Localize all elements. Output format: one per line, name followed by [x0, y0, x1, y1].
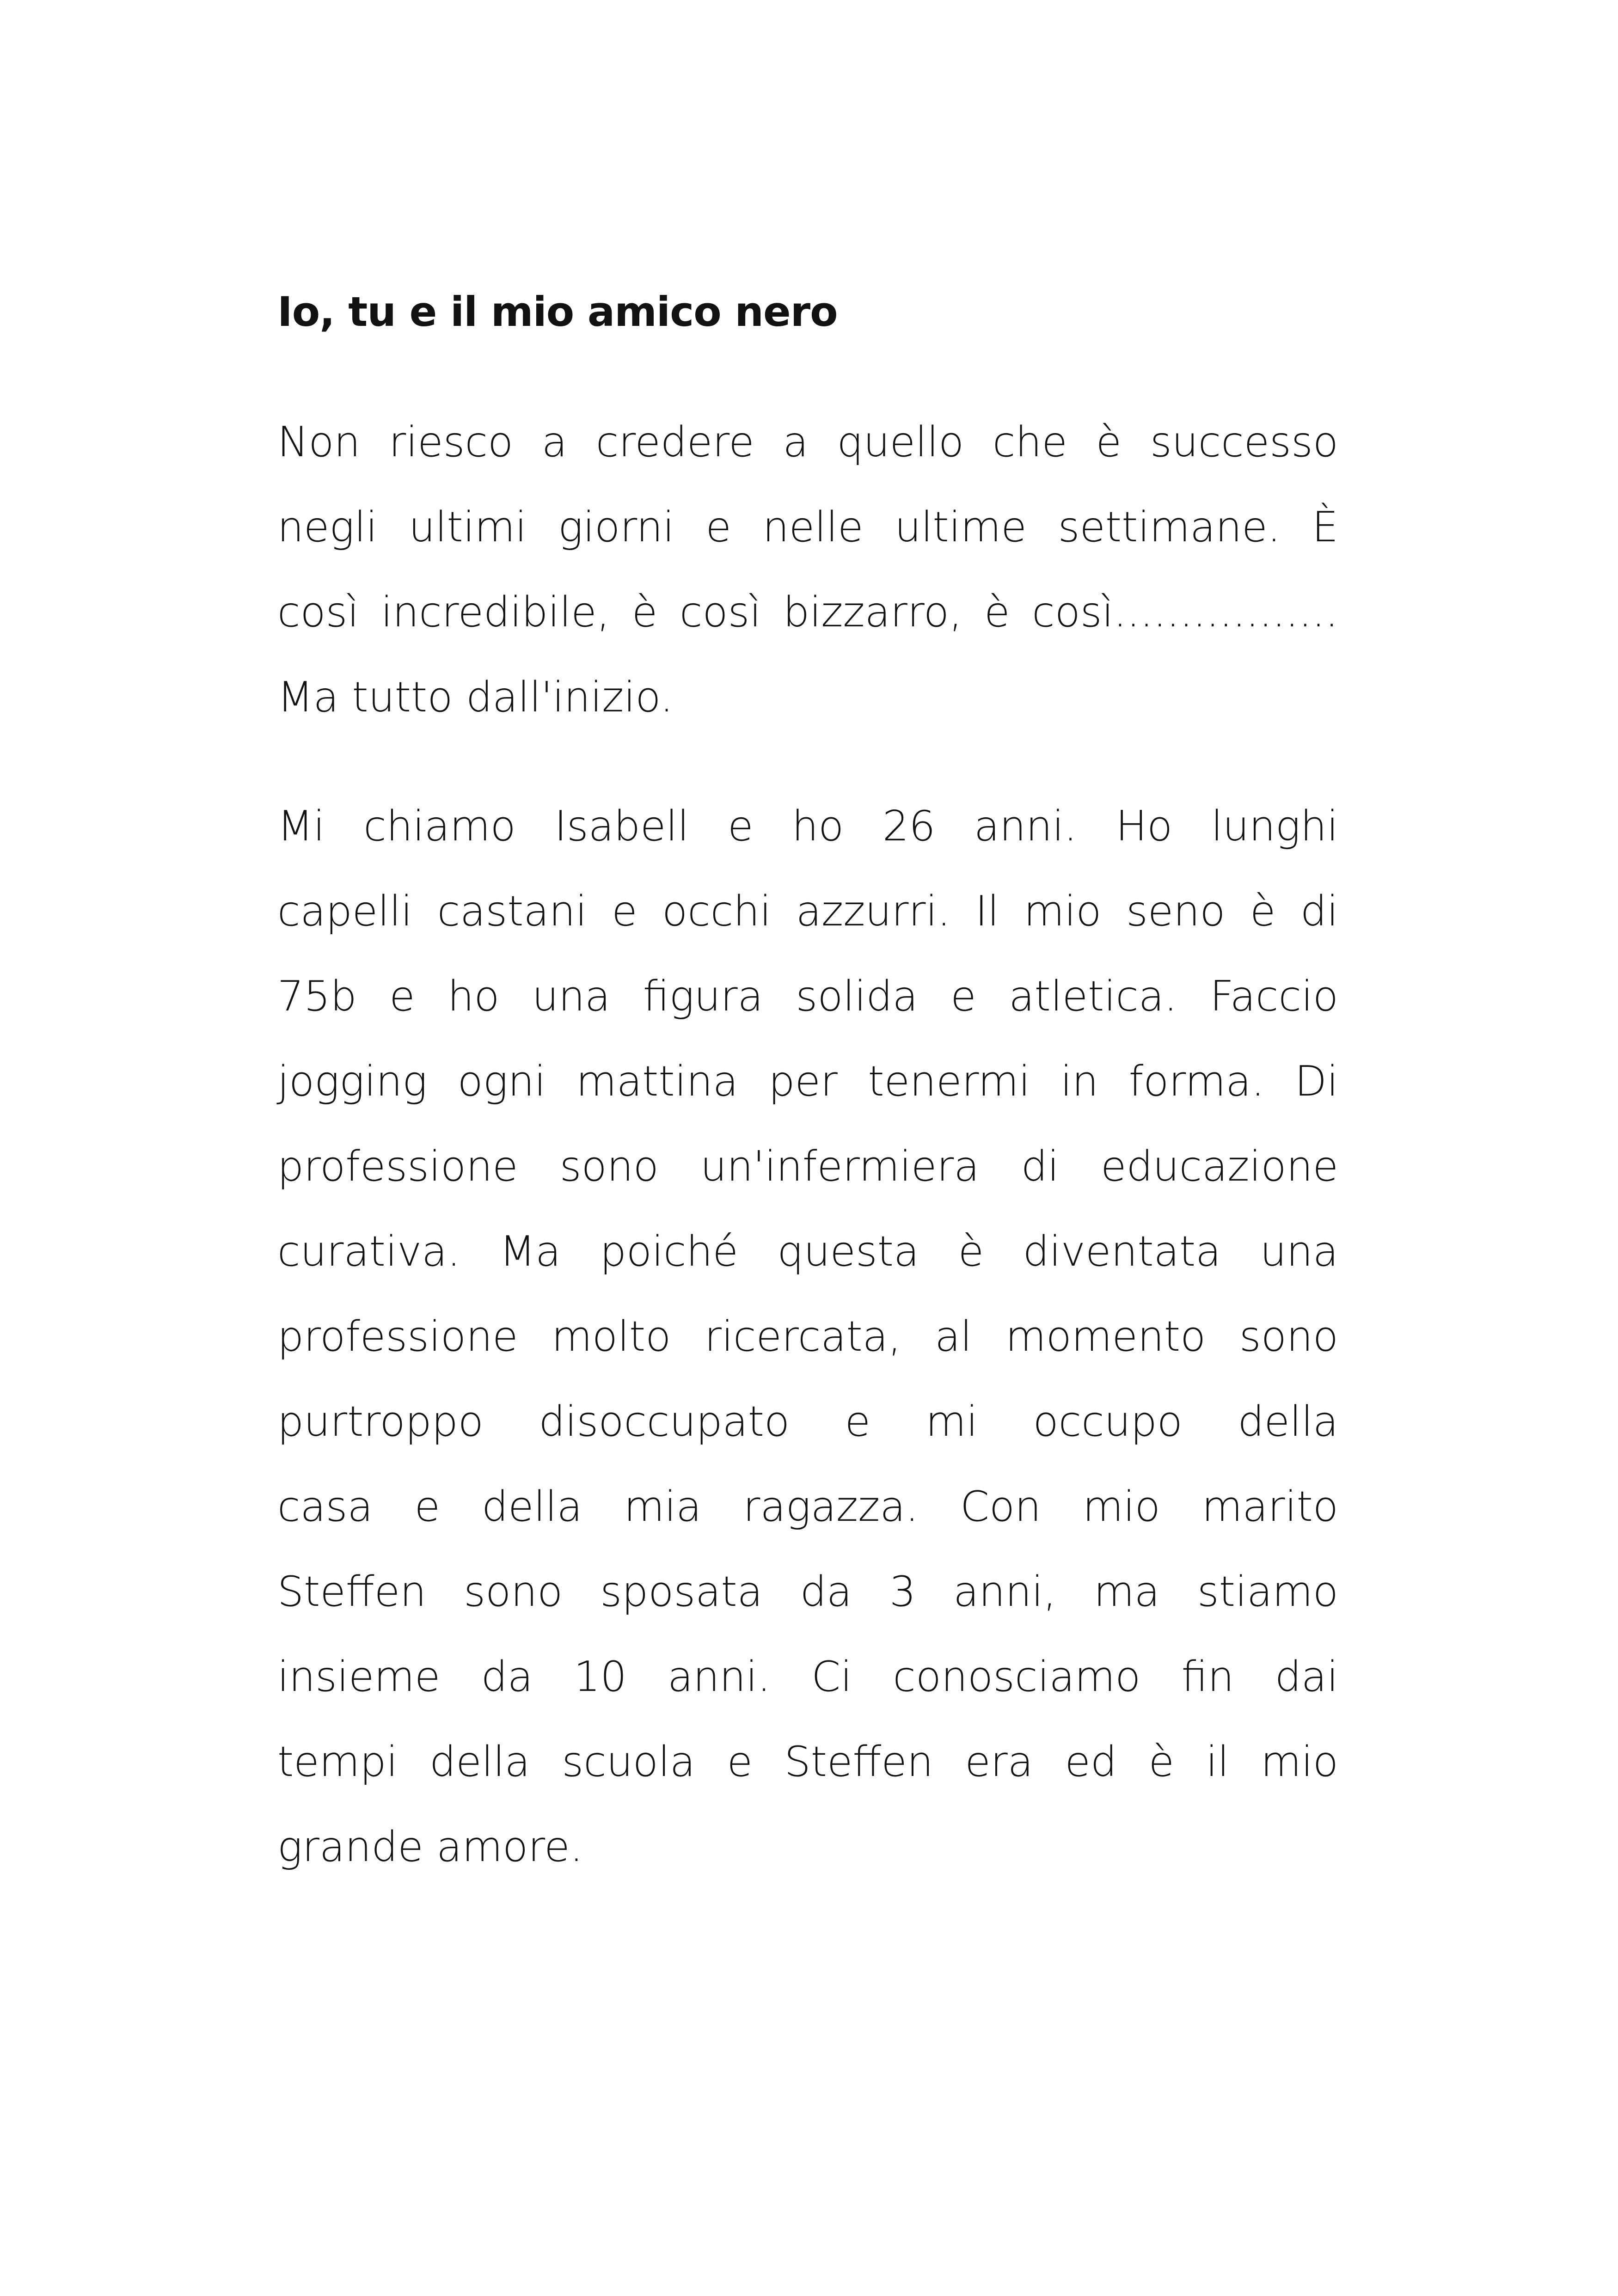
- paragraph-line: tempi della scuola e Steffen era ed è il mio: [277, 1738, 1338, 1786]
- paragraph-line: capelli castani e occhi azzurri. Il mio seno è di: [277, 887, 1338, 936]
- paragraph-line: così incredibile, è così bizzarro, è così.................: [277, 588, 1338, 637]
- paragraph-line: Steffen sono sposata da 3 anni, ma stiamo: [277, 1567, 1338, 1616]
- paragraph-line: negli ultimi giorni e nelle ultime settimane. È: [277, 503, 1338, 551]
- paragraph-line: jogging ogni mattina per tenermi in forma. Di: [277, 1057, 1338, 1106]
- document-body: [277, 277, 1338, 1934]
- paragraph-line: Non riesco a credere a quello che è successo: [277, 418, 1338, 466]
- paragraph-2: [277, 784, 1338, 1890]
- paragraph-line: professione molto ricercata, al momento sono: [277, 1312, 1338, 1361]
- paragraph-line: insieme da 10 anni. Ci conosciamo fin dai: [277, 1653, 1338, 1701]
- paragraph-line: Mi chiamo Isabell e ho 26 anni. Ho lunghi: [277, 802, 1338, 851]
- document-title: Io, tu e il mio amico nero: [277, 288, 838, 336]
- paragraph-line: Ma tutto dall'inizio.: [277, 673, 674, 722]
- paragraph-line: grande amore.: [277, 1823, 583, 1871]
- paragraph-line: professione sono un'infermiera di educazione: [277, 1142, 1338, 1191]
- paragraph-line: purtroppo disoccupato e mi occupo della: [277, 1397, 1338, 1446]
- paragraph-line: curativa. Ma poiché questa è diventata una: [277, 1227, 1338, 1276]
- paragraph-line: 75b e ho una figura solida e atletica. Faccio: [277, 972, 1338, 1021]
- paragraph-line: casa e della mia ragazza. Con mio marito: [277, 1482, 1338, 1531]
- paragraph-1: [277, 400, 1338, 740]
